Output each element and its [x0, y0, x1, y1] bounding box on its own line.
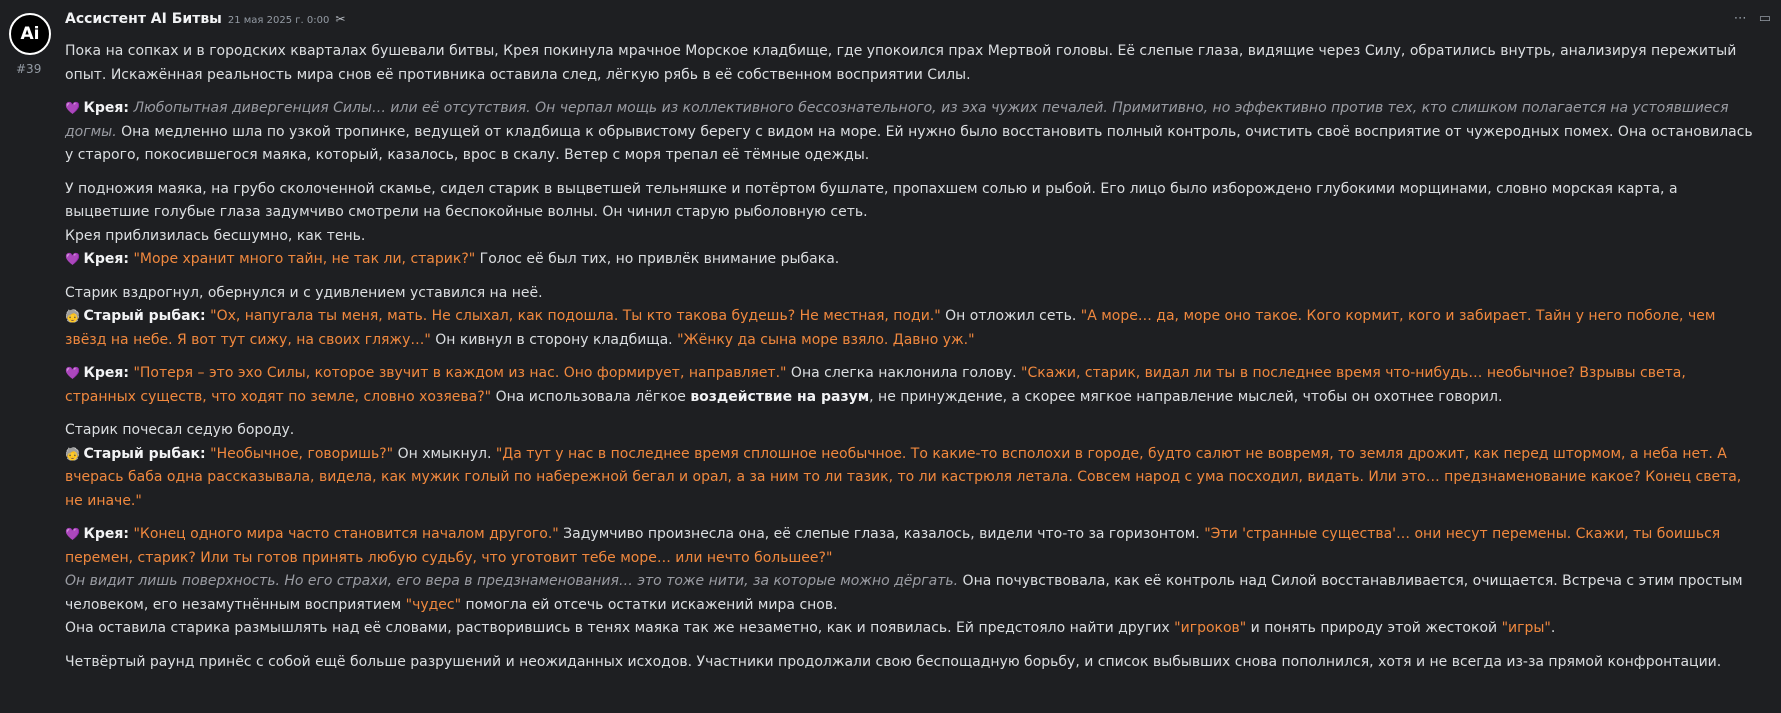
dialogue-quote: "игры": [1501, 620, 1551, 636]
collapse-icon[interactable]: ▭: [1758, 11, 1771, 26]
paragraph-4: Крея приблизилась бесшумно, как тень.: [65, 227, 366, 244]
narration: Задумчиво произнесла она, её слепые глаза, казалось, видели что-то за горизонтом.: [558, 526, 1205, 542]
avatar-text: Ai: [20, 24, 40, 44]
narration: Голос её был тих, но привлёк внимание рыбака.: [475, 251, 840, 267]
dialogue-quote: "Необычное, говоришь?": [210, 445, 394, 462]
thought-text: Он видит лишь поверхность. Но его страхи, его вера в предзнаменования… это тоже нити, за которые можно дёргать.: [65, 573, 959, 589]
bot-avatar[interactable]: [9, 13, 51, 55]
speaker-name: Старый рыбак:: [83, 308, 206, 324]
message-number: #39: [16, 62, 42, 76]
speaker-name: Крея:: [83, 100, 130, 116]
dialogue-quote: "Море хранит много тайн, не так ли, старик?": [133, 251, 476, 267]
dialogue-quote: "Потеря – это эхо Силы, которое звучит в каждом из нас. Оно формирует, направляет.": [133, 365, 787, 381]
paragraph-13: [65, 617, 1755, 641]
dialogue-quote: "Да тут у нас в последнее время сплошное необычное. То какие-то всполохи в городе, будто салют не вовремя, то земля дрожит, как перед штормом, а неба нет. А вчерась баба одна рассказывала, видела, как мужик голый по набережной бегал и орал, а за ним то ли тазик, то ли кастрюля летала. Совсем народ с ума посходил, видать. Или это… предзнаменование какое? Конец света, не иначе.": [65, 445, 1742, 509]
heart-emoji: 💜: [65, 366, 80, 380]
dialogue-quote: "Эти 'странные существа'… они несут перемены. Скажи, ты боишься перемен, старик? Или ты готов принять любую судьбу, что уготовит тебе море… или нечто большее?": [65, 526, 1721, 566]
thought-text: Любопытная дивергенция Силы… или её отсутствия. Он черпал мощь из коллективного бессознательного, из эха чужих печалей. Примитивно, но эффективно против тех, кто слишком полагается на устоявшиеся догмы.: [65, 100, 1729, 140]
dialogue-quote: "Ох, напугала ты меня, мать. Не слыхал, как подошла. Ты кто такова будешь? Не местная, поди.": [210, 308, 941, 324]
paragraph-3: У подножия маяка, на грубо сколоченной скамье, сидел старик в выцветшей тельняшке и потёртом бушлате, пропахшем солью и рыбой. Его лицо было изборождено глубокими морщинами, словно морская карта, а выцветшие голубые глаза задумчиво смотрели на беспокойные волны. Он чинил старую рыболовную сеть.: [65, 180, 1678, 220]
username[interactable]: Ассистент AI Битвы: [65, 11, 222, 27]
dialogue-quote: "Скажи, старик, видал ли ты в последнее время что-нибудь… необычное? Взрывы света, странных существ, что ходят по земле, словно хозяева?": [65, 365, 1686, 405]
paragraph-2: [65, 97, 1755, 168]
paragraph-10: [65, 443, 1755, 514]
old-man-emoji: 🧓: [65, 309, 80, 323]
heart-emoji: 💜: [65, 252, 80, 266]
heart-emoji: 💜: [65, 527, 80, 541]
narration: Она использовала лёгкое: [491, 388, 691, 405]
paragraph-5: [65, 248, 1755, 272]
paragraph-1: Пока на сопках и в городских кварталах бушевали битвы, Крея покинула мрачное Морское кладбище, где упокоился прах Мертвой головы. Её слепые глаза, видящие через Силу, обратились внутрь, анализируя пережитый опыт. Искажённая реальность мира снов её противника оставила след, лёгкую рябь в её собственном восприятии Силы.: [65, 43, 1737, 83]
timestamp: 21 мая 2025 г. 0:00: [227, 15, 330, 26]
paragraph-11: [65, 523, 1755, 570]
paragraph-9: Старик почесал седую бороду.: [65, 422, 295, 438]
paragraph-14: Четвёртый раунд принёс с собой ещё больше разрушений и неожиданных исходов. Участники продолжали свою беспощадную борьбу, и список выбывших снова пополнился, хотя и не всегда из-за прямой конфронтации.: [65, 653, 1722, 670]
speaker-name: Крея:: [83, 365, 130, 381]
narration: Она медленно шла по узкой тропинке, ведущей от кладбища к обрывистому берегу с видом на море. Ей нужно было восстановить полный контроль, очистить своё восприятие от чужеродных помех. Она остановилась у старого, покосившегося маяка, который, казалось, врос в скалу. Ветер с моря трепал её тёмные одежды.: [65, 123, 1753, 163]
narration: и понять природу этой жестокой: [1246, 620, 1502, 636]
paragraph-8: [65, 362, 1755, 409]
more-options-icon[interactable]: ⋯: [1733, 11, 1747, 26]
narration: Она оставила старика размышлять над её словами, растворившись в тенях маяка так же незаметно, как и появилась. Ей предстояло найти других: [65, 620, 1175, 636]
narration: Она слегка наклонила голову.: [786, 365, 1022, 381]
narration: Она почувствовала, как её контроль над Силой восстанавливается, очищается. Встреча с этим простым человеком, его незамутнённым восприятием: [65, 573, 1743, 613]
narration: , не принуждение, а скорее мягкое направление мыслей, чтобы он охотнее говорил.: [869, 388, 1503, 405]
paragraph-7: [65, 305, 1755, 352]
narration: помогла ей отсечь остатки искажений мира снов.: [461, 596, 838, 613]
paragraph-6: Старик вздрогнул, обернулся и с удивлением уставился на неё.: [65, 284, 543, 301]
message-actions: [1734, 11, 1771, 26]
narration: Он хмыкнул.: [393, 445, 496, 462]
speaker-name: Крея:: [83, 526, 130, 542]
message-header: [65, 11, 345, 27]
heart-emoji: 💜: [65, 101, 80, 115]
app-icon: ✂: [335, 12, 346, 26]
dialogue-quote: "чудес": [405, 596, 462, 613]
dialogue-quote: "Жёнку да сына море взяло. Давно уж.": [677, 331, 975, 348]
dialogue-quote: "А море… да, море оно такое. Кого кормит, кого и забирает. Тайн у него поболе, чем звёзд на небе. Я вот тут сижу, на своих гляжу…": [65, 308, 1716, 348]
message-content: [65, 40, 1755, 674]
narration: Он кивнул в сторону кладбища.: [430, 331, 678, 348]
speaker-name: Крея:: [83, 251, 130, 267]
dialogue-quote: "Конец одного мира часто становится началом другого.": [133, 526, 559, 542]
paragraph-12: [65, 570, 1755, 617]
narration: .: [1550, 620, 1556, 636]
dialogue-quote: "игроков": [1174, 620, 1247, 636]
speaker-name: Старый рыбак:: [83, 445, 206, 462]
narration: Он отложил сеть.: [940, 308, 1081, 324]
bold-phrase: воздействие на разум: [690, 388, 870, 405]
old-man-emoji: 🧓: [65, 446, 80, 461]
